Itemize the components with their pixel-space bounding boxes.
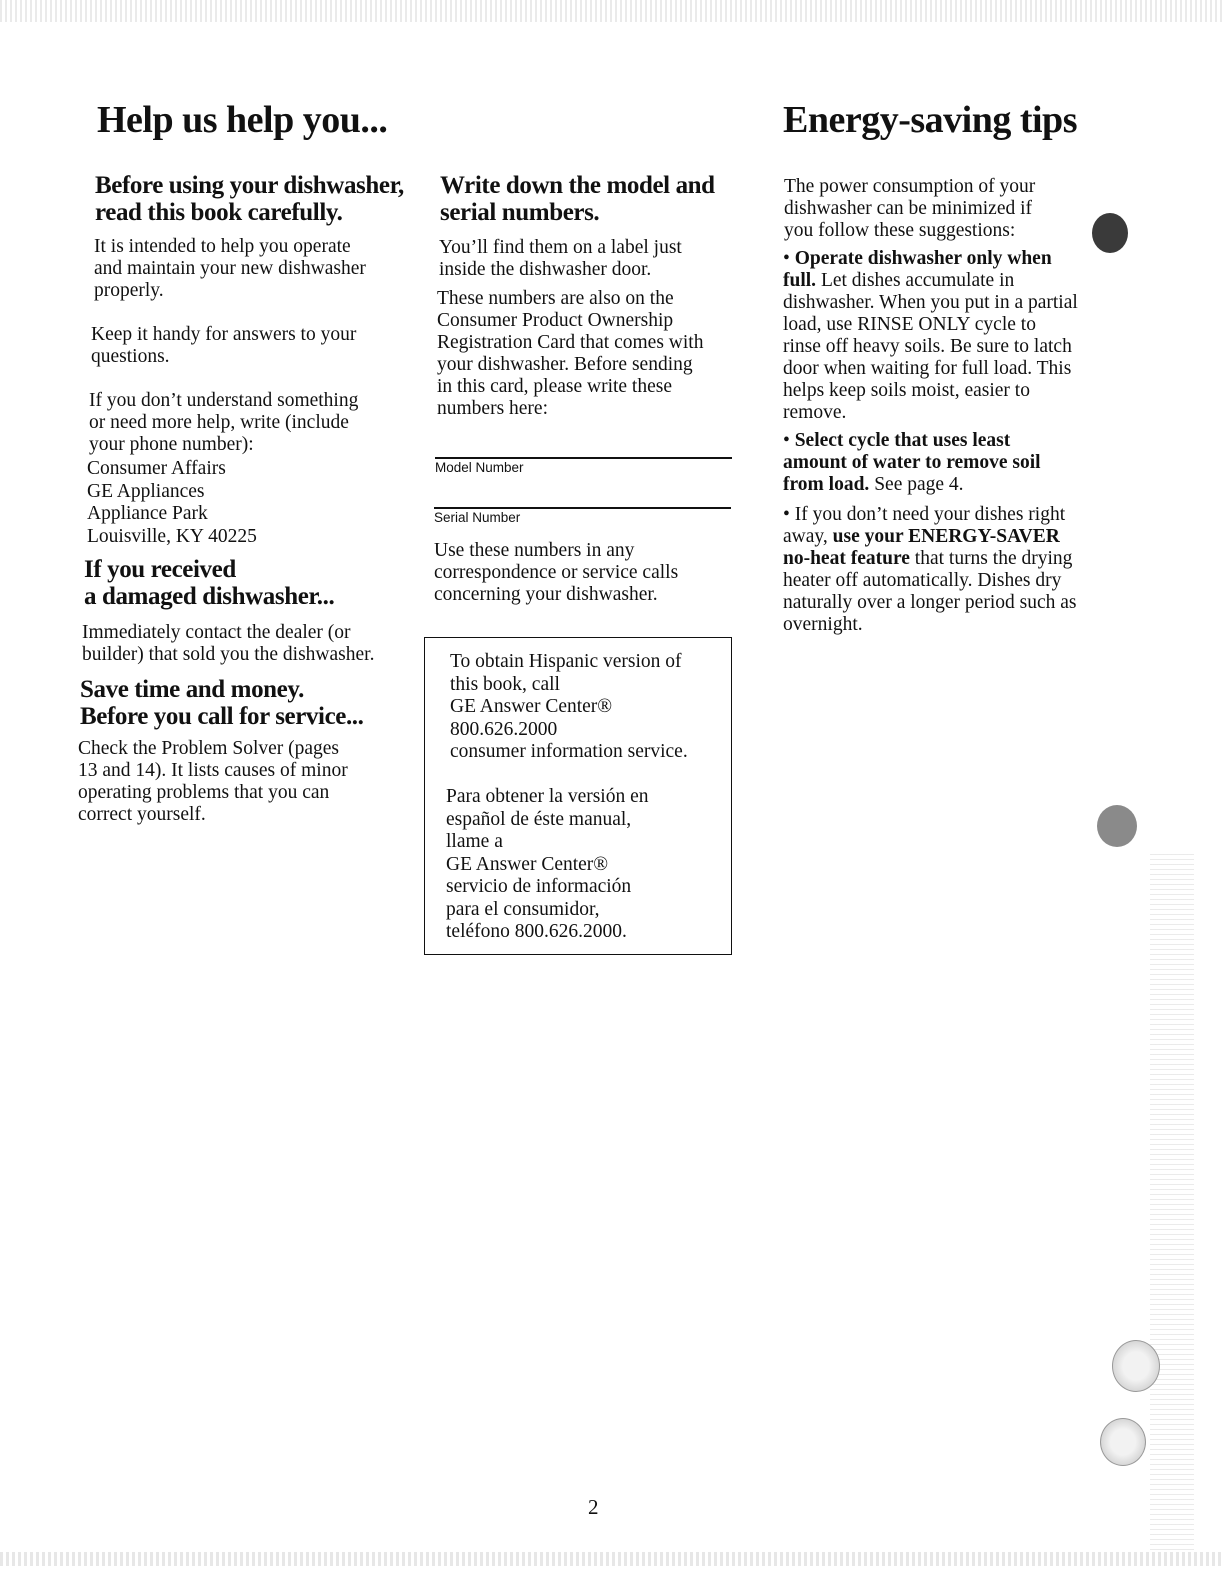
page-number: 2 (588, 1495, 599, 1519)
binder-hole-mark (1112, 1340, 1160, 1392)
registration-paragraph: These numbers are also on the Consumer Product Ownership Registration Card that comes with your dishwasher. Before sending in this card, please write these numbers here: (437, 288, 704, 419)
binder-hole-mark (1097, 805, 1137, 847)
problem-solver-paragraph: Check the Problem Solver (pages 13 and 14). It lists causes of minor operating problems that you can correct yourself. (78, 738, 348, 825)
page-title-left: Help us help you... (97, 99, 388, 141)
energy-tip-full-load: • Operate dishwasher only when full. Let dishes accumulate in dishwasher. When you put in a partial load, use RINSE ONLY cycle to rinse off heavy soils. Be sure to latch door when waiting for full load. This helps keep soils moist, easier to remove. (783, 248, 1078, 423)
bullet-icon: • (783, 504, 795, 525)
keep-handy-paragraph: Keep it handy for answers to your questions. (91, 324, 357, 367)
hispanic-version-box (424, 637, 732, 955)
hispanic-english-text: To obtain Hispanic version of this book, call GE Answer Center® 800.626.2000 consumer information service. (450, 651, 688, 762)
model-number-label: Model Number (435, 460, 524, 475)
serial-number-line (434, 507, 731, 509)
help-paragraph: If you don’t understand something or need more help, write (include your phone number): (89, 390, 359, 455)
mailing-address: Consumer Affairs GE Appliances Appliance Park Louisville, KY 40225 (87, 458, 257, 547)
binder-hole-mark (1092, 213, 1128, 253)
intro-paragraph: It is intended to help you operate and maintain your new dishwasher properly. (94, 236, 366, 301)
bullet-icon: • (783, 248, 795, 269)
serial-number-label: Serial Number (434, 510, 521, 525)
energy-intro: The power consumption of your dishwasher can be minimized if you follow these suggestions: (784, 176, 1036, 241)
binder-hole-mark (1100, 1418, 1146, 1466)
heading-damaged: If you received a damaged dishwasher... (84, 556, 335, 610)
heading-write-down: Write down the model and serial numbers. (440, 172, 715, 226)
hispanic-spanish-text: Para obtener la versión en español de éste manual, llame a GE Answer Center® servicio de información para el consumidor, teléfono 800.626.2000. (446, 786, 649, 942)
heading-save-time: Save time and money. Before you call for service... (80, 676, 364, 730)
scan-edge-top (0, 0, 1224, 22)
bullet-icon: • (783, 430, 795, 451)
heading-before-using: Before using your dishwasher, read this book carefully. (95, 172, 404, 226)
scan-edge-right (1150, 850, 1194, 1550)
energy-tip-select-cycle: • Select cycle that uses least amount of water to remove soil from load. See page 4. (783, 430, 1041, 495)
model-number-line (435, 457, 732, 459)
use-numbers-paragraph: Use these numbers in any correspondence or service calls concerning your dishwasher. (434, 540, 679, 605)
label-location-paragraph: You’ll find them on a label just inside the dishwasher door. (439, 237, 682, 280)
page-title-right: Energy-saving tips (783, 99, 1077, 141)
energy-tip-energy-saver: • If you don’t need your dishes right away, use your ENERGY-SAVER no-heat feature that turns the drying heater off automatically. Dishes dry naturally over a longer period such as overnight. (783, 504, 1077, 635)
scan-edge-bottom (0, 1552, 1224, 1566)
damaged-paragraph: Immediately contact the dealer (or builder) that sold you the dishwasher. (82, 622, 375, 665)
